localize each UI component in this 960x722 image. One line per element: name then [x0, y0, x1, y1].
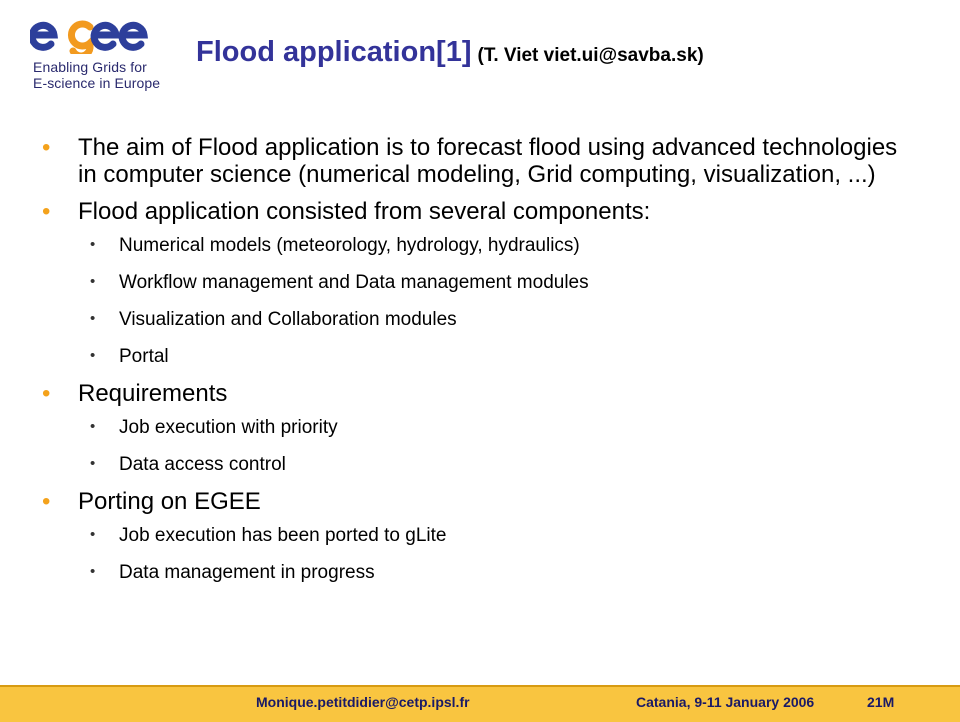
- bullet-icon: •: [90, 236, 96, 253]
- bullet-icon: •: [90, 418, 96, 435]
- bullet-text: Job execution has been ported to gLite: [119, 525, 447, 546]
- bullet-text: Numerical models (meteorology, hydrology, hydraulics): [119, 235, 580, 256]
- bullet-icon: •: [42, 488, 51, 515]
- bullet-text: Data management in progress: [119, 562, 375, 583]
- bullet-icon: •: [90, 273, 96, 290]
- bullet-text: The aim of Flood application is to forecast flood using advanced technologies in computer science (numerical modeling, Grid computing, visualization, ...): [78, 134, 898, 188]
- bullet-icon: •: [42, 198, 51, 225]
- bullet-text: Job execution with priority: [119, 417, 338, 438]
- bullet-icon: •: [42, 134, 51, 161]
- bullet-icon: •: [90, 563, 96, 580]
- bullet-icon: •: [42, 380, 51, 407]
- bullet-item: [40, 198, 920, 225]
- title-main: Flood application[1]: [196, 36, 472, 68]
- bullet-text: Flood application consisted from several components:: [78, 198, 651, 225]
- bullet-item: [40, 134, 920, 188]
- slide-title: [196, 36, 704, 69]
- egee-logo: [30, 18, 160, 100]
- bullet-icon: •: [90, 347, 96, 364]
- bullet-icon: •: [90, 455, 96, 472]
- bullet-icon: •: [90, 526, 96, 543]
- sub-bullet-item: [40, 525, 920, 547]
- footer-email: Monique.petitdidier@cetp.ipsl.fr: [256, 694, 470, 710]
- bullet-item: [40, 380, 920, 407]
- bullet-text: Data access control: [119, 454, 286, 475]
- sub-bullet-item: [40, 235, 920, 257]
- bullet-text: Porting on EGEE: [78, 488, 261, 515]
- sub-bullet-item: [40, 272, 920, 294]
- footer-event: Catania, 9-11 January 2006: [636, 694, 815, 710]
- bullet-item: [40, 488, 920, 515]
- bullet-text: Workflow management and Data management modules: [119, 272, 589, 293]
- title-author: (T. Viet viet.ui@savba.sk): [477, 45, 704, 66]
- page-number: 21M: [867, 694, 895, 710]
- egee-wordmark-icon: [30, 18, 150, 54]
- sub-bullet-item: [40, 309, 920, 331]
- bullet-text: Visualization and Collaboration modules: [119, 309, 457, 330]
- sub-bullet-item: [40, 417, 920, 439]
- footer-bar: [0, 685, 960, 722]
- bullet-list: [40, 134, 920, 599]
- bullet-text: Requirements: [78, 380, 228, 407]
- bullet-icon: •: [90, 310, 96, 327]
- bullet-text: Portal: [119, 346, 169, 367]
- sub-bullet-item: [40, 562, 920, 584]
- logo-tagline-2: E-science in Europe: [33, 75, 161, 91]
- sub-bullet-item: [40, 454, 920, 476]
- logo-tagline-1: Enabling Grids for: [33, 59, 147, 75]
- sub-bullet-item: [40, 346, 920, 368]
